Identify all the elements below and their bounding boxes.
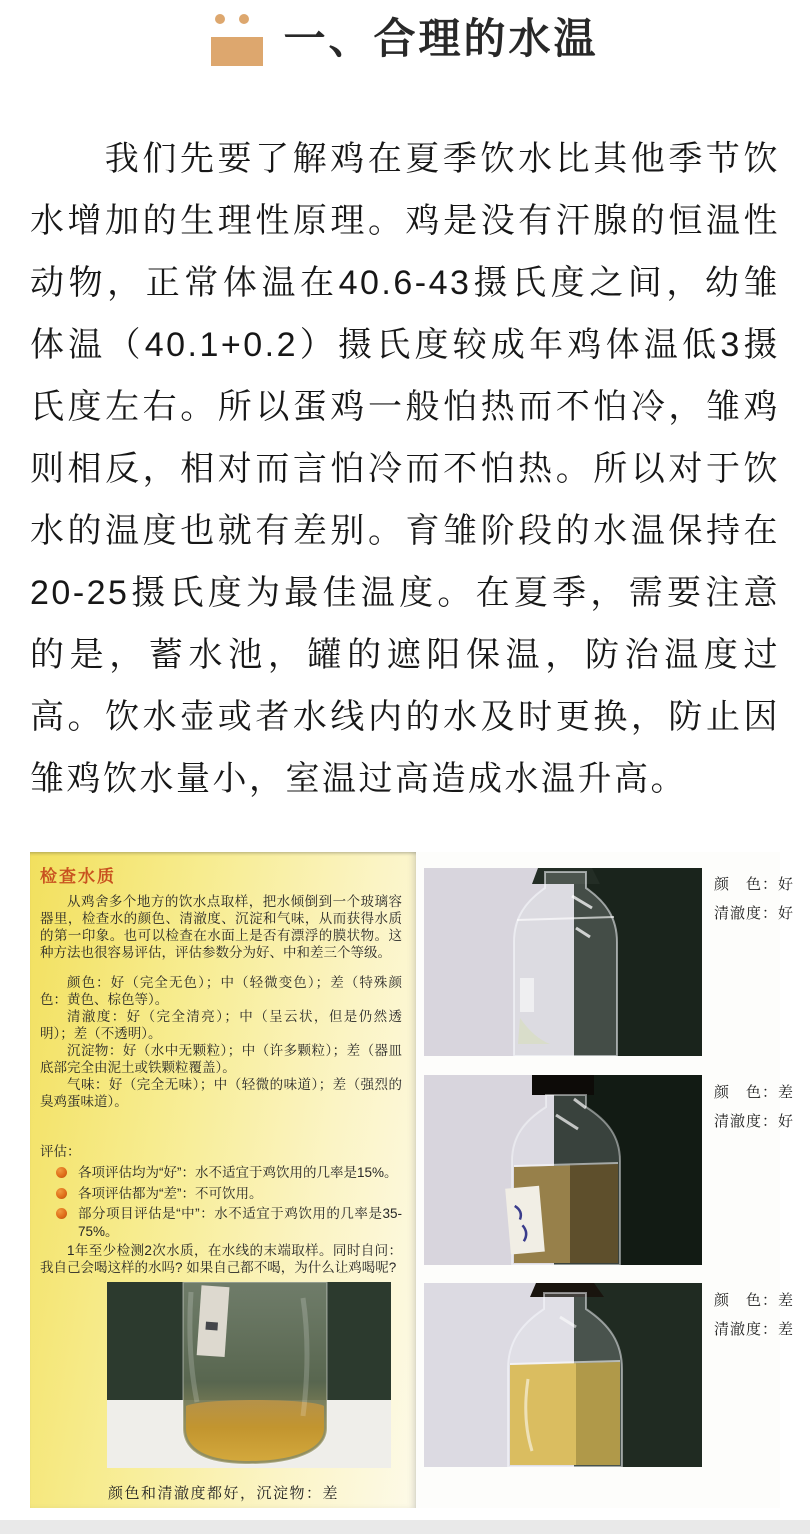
photo-caption: 颜色和清澈度都好，沉淀物：差 [108,1485,340,1502]
evaluation-item [40,1205,402,1240]
photo-label-clarity: 清澈度：好 [714,905,795,922]
evaluation-item-text: 各项评估均为“好”：水不适宜于鸡饮用的几率是15%。 [78,1165,398,1180]
film-projector-icon [211,14,263,66]
evaluation-section [40,1143,402,1276]
sediment-jar-photo [107,1282,391,1468]
photo-label [714,1078,810,1136]
photo-label [714,1286,810,1344]
photo-label [714,870,810,928]
panel-closing-note: 1年至少检测2次水质，在水线的末端取样。同时自问：我自己会喝这样的水吗? 如果自己都不喝，为什么让鸡喝呢? [40,1243,402,1275]
section-header [0,12,810,66]
photo-label-color: 颜 色：好 [714,876,795,893]
criteria-clarity: 清澈度：好（完全清亮）；中（呈云状，但是仍然透明）；差（不透明）。 [40,1009,402,1041]
photo-label-color: 颜 色：差 [714,1084,795,1101]
projector-body [211,37,263,66]
article-paragraph: 我们先要了解鸡在夏季饮水比其他季节饮水增加的生理性原理。鸡是没有汗腺的恒温性动物，正常体温在40.6-43摄氏度之间，幼雏体温（40.1+0.2）摄氏度较成年鸡体温低3摄氏度左右。所以蛋鸡一般怕热而不怕冷，雏鸡则相反，相对而言怕冷而不怕热。所以对于饮水的温度也就有差别。育雏阶段的水温保持在20-25摄氏度为最佳温度。在夏季，需要注意的是，蓄水池，罐的遮阳保温，防治温度过高。饮水壶或者水线内的水及时更换，防止因雏鸡饮水量小，室温过高造成水温升高。 [30,140,780,798]
evaluation-title: 评估： [40,1144,81,1159]
criteria-color: 颜色：好（完全无色）；中（轻微变色）；差（特殊颜色：黄色、棕色等）。 [40,975,402,1007]
evaluation-item-text: 部分项目评估是“中”：水不适宜于鸡饮用的几率是35-75%。 [78,1206,402,1239]
evaluation-item [40,1164,402,1182]
bullet-dot-icon [56,1208,67,1219]
projector-reel-right [239,14,249,24]
criteria-smell: 气味：好（完全无味）；中（轻微的味道）；差（强烈的臭鸡蛋味道）。 [40,1077,402,1109]
photo-label-color: 颜 色：差 [714,1292,795,1309]
evaluation-item-text: 各项评估都为“差”：不可饮用。 [78,1185,263,1201]
criteria-sediment: 沉淀物：好（水中无颗粒）；中（许多颗粒）；差（器皿底部完全由泥土或铁颗粒覆盖）。 [40,1043,402,1075]
evaluation-list [40,1164,402,1240]
panel-intro: 从鸡舍多个地方的饮水点取样，把水倾倒到一个玻璃容器里，检查水的颜色、清澈度、沉淀和气味，从而获得水质的第一印象。也可以检查在水面上是否有漂浮的膜状物。这种方法也很容易评估，评估参数分为好、中和差三个等级。 [40,894,402,960]
projector-reel-left [215,14,225,24]
evaluation-item [40,1185,402,1203]
brown-water-bottle-photo [424,1075,702,1265]
yellow-water-bottle-photo [424,1283,702,1467]
bullet-dot-icon [56,1188,67,1199]
section-title: 一、合理的水温 [283,15,599,62]
water-quality-figure [30,852,795,1508]
page-bottom-divider [0,1520,810,1534]
criteria-list [40,974,402,1110]
panel-title: 检查水质 [40,867,116,886]
photo-label-clarity: 清澈度：差 [714,1321,795,1338]
clear-water-bottle-photo [424,868,702,1056]
photo-label-clarity: 清澈度：好 [714,1113,795,1130]
bullet-dot-icon [56,1167,67,1178]
